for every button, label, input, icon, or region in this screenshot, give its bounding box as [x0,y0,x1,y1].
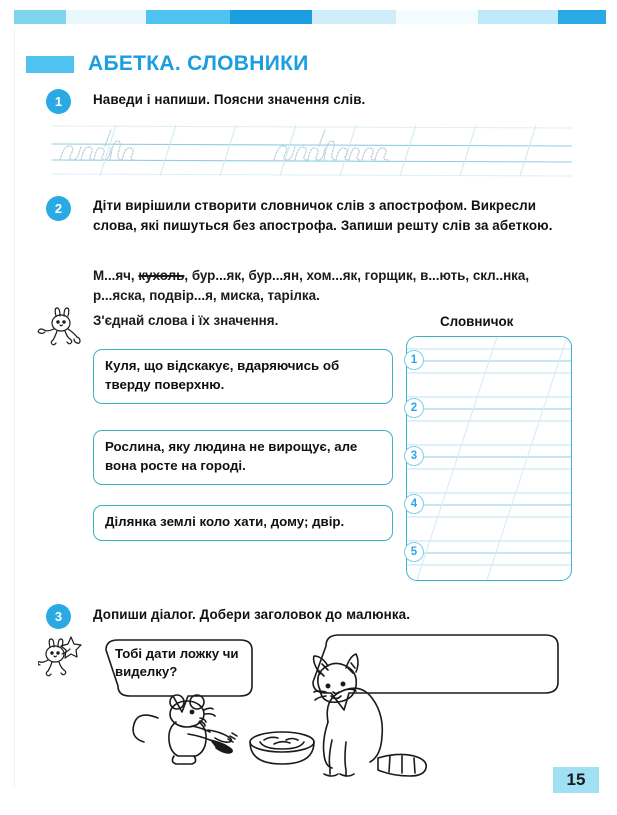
definition-box-3[interactable]: Ділянка землі коло хати, дому; двір. [93,505,393,541]
rabbit-with-star-mascot-icon [38,634,90,685]
exercise-number-2: 2 [46,196,71,221]
page-edge-rule [14,28,15,788]
page-title-block [26,52,309,76]
dictionary-line-number-3: 3 [404,446,424,466]
top-band-block-2 [66,10,146,24]
top-band-block-3 [146,10,230,24]
exercise-number-1: 1 [46,89,71,114]
rabbit-mascot-icon [34,306,84,351]
handwriting-practice-area[interactable] [52,122,572,177]
exercise-3-instruction: Допиши діалог. Добери заголовок до малюнка. [93,607,411,622]
word-list-prefix: М...яч, [93,268,139,283]
food-bowl [250,732,314,764]
struck-word-kuhol[interactable]: кухоль [138,268,185,283]
exercise-number-3: 3 [46,604,71,629]
exercise-1-instruction: Наведи і напиши. Поясни значення слів. [93,92,366,107]
dictionary-answer-panel[interactable] [406,336,572,581]
page-number: 15 [553,767,599,793]
top-band-block-8 [558,10,606,24]
dictionary-label: Словничок [440,314,514,329]
top-band-block-1 [14,10,66,24]
mouse-bubble-text: Тобі дати ложку чи виделку? [115,646,239,680]
definition-box-1[interactable]: Куля, що відскакує, вдаряючись об тверду поверхню. [93,349,393,404]
matching-instruction: З'єднай слова і їх значення. [93,313,279,328]
dictionary-line-number-1: 1 [404,350,424,370]
top-band-block-4 [230,10,312,24]
definition-box-2[interactable]: Рослина, яку людина не вирощує, але вона росте на городі. [93,430,393,485]
page-title: АБЕТКА. СЛОВНИКИ [88,52,309,75]
dictionary-line-number-2: 2 [404,398,424,418]
title-swatch [26,56,74,73]
top-band-block-5 [312,10,396,24]
dictionary-line-number-5: 5 [404,542,424,562]
word-list-suffix: , бур...як, бур...ян, хом...як, горщик, в...ють, скл..нка, р...яска, подвір...я, миска, тарілка. [93,268,530,304]
top-band-block-6 [396,10,478,24]
exercise-2-word-list[interactable] [93,266,573,306]
dictionary-line-number-4: 4 [404,494,424,514]
cat-speech-bubble [313,635,558,710]
decorative-top-band [0,10,617,24]
exercise-2-instruction: Діти вирішили створити словничок слів з апострофом. Викресли слова, які пишуться без апострофа. Запиши решту слів за абеткою. [93,198,553,233]
top-band-block-7 [478,10,558,24]
